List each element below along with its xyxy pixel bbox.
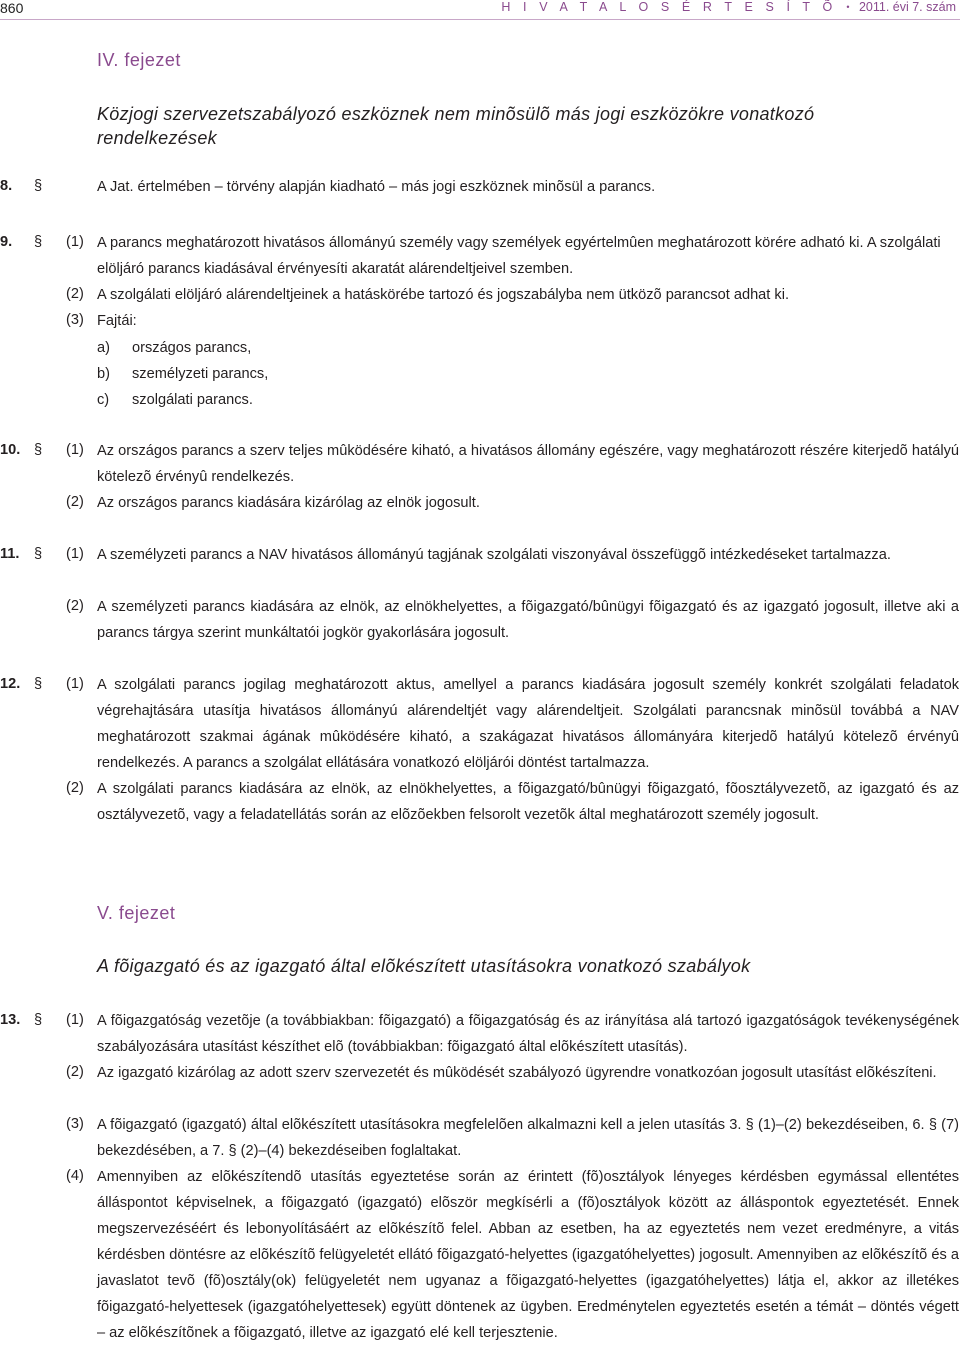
paragraph-number: (2) <box>66 1064 84 1080</box>
paragraph-number: (2) <box>66 598 84 614</box>
section-13-paragraph-3: A fõigazgató (igazgató) által elõkészített utasításokra megfelelõen alkalmazni kell a jelen utasítás 3. § (1)–(2) bekezdéseiben, 6. § (7) bekezdésében, a 7. § (2)–(4) bekezdéseiben foglaltakat. <box>97 1117 959 1159</box>
section-number: 9. <box>0 234 13 250</box>
chapter-5-title: A fõigazgató és az igazgató által elõkészített utasításokra vonatkozó szabályok <box>97 956 751 976</box>
section-11-paragraph-2: A személyzeti parancs kiadására az elnök, az elnökhelyettes, a fõigazgató/bûnügyi fõigazgató és az igazgató jogosult, illetve aki a parancs tárgya szerint munkáltatói jogkör gyakorlására jogosult. <box>97 599 959 641</box>
section-sign: § <box>34 178 43 194</box>
header-separator: • <box>846 2 850 12</box>
running-head <box>501 0 956 14</box>
list-item-text: szolgálati parancs. <box>132 392 253 408</box>
paragraph-number: (1) <box>66 442 84 458</box>
header-rule <box>0 19 960 20</box>
list-item-letter: c) <box>97 392 110 408</box>
section-9-paragraph-1: A parancs meghatározott hivatásos állományú személy vagy személyek egyértelmûen meghatározott körére adható ki. A szolgálati elöljáró parancs kiadásával érvényesíti akaratát alárendeltjeivel szemben. <box>97 235 941 277</box>
section-9-paragraph-3: Fajtái: <box>97 313 137 329</box>
paragraph-number: (2) <box>66 494 84 510</box>
paragraph-number: (3) <box>66 1116 84 1132</box>
list-item-letter: b) <box>97 366 110 382</box>
paragraph-number: (1) <box>66 676 84 692</box>
section-10-paragraph-1: Az országos parancs a szerv teljes mûködésére kiható, a hivatásos állomány egészére, vagy meghatározott részére kiterjedõ hatályú kötelezõ érvényû rendelkezés. <box>97 443 959 485</box>
paragraph-number: (2) <box>66 780 84 796</box>
paragraph-number: (1) <box>66 234 84 250</box>
section-13-paragraph-2: Az igazgató kizárólag az adott szerv szervezetét és mûködését szabályozó ügyrendre vonatkozóan jogosult utasítást elõkészíteni. <box>97 1065 937 1081</box>
section-8-text: A Jat. értelmében – törvény alapján kiadható – más jogi eszköznek minõsül a parancs. <box>97 179 656 195</box>
paragraph-number: (1) <box>66 546 84 562</box>
section-12-paragraph-1: A szolgálati parancs jogilag meghatározott aktus, amellyel a parancs kiadására jogosult személy konkrét szolgálati feladatok végrehajtására utasítja hivatásos állományú alárendeltjét vagy alárendeltjeit. Szolgálati parancsnak minõsül továbbá a NAV meghatározott szakmai ágának mûködésére kiható, a szakágazat hivatásos állományára kiterjedõ hatályú kötelezõ érvényû rendelkezés. A parancs a szolgálat ellátására vonatkozó elöljárói döntést tartalmazza. <box>97 677 959 771</box>
list-item-letter: a) <box>97 340 110 356</box>
chapter-4-title-line2: rendelkezések <box>97 128 217 148</box>
section-sign: § <box>34 442 43 458</box>
section-9-paragraph-2: A szolgálati elöljáró alárendeltjeinek a hatáskörébe tartozó és jogszabályba nem ütközõ parancsot adhat ki. <box>97 287 790 303</box>
chapter-5-label: V. fejezet <box>97 903 176 923</box>
list-item-text: személyzeti parancs, <box>132 366 269 382</box>
paragraph-number: (2) <box>66 286 84 302</box>
list-item-text: országos parancs, <box>132 340 252 356</box>
section-13-paragraph-4: Amennyiben az elõkészítendõ utasítás egyeztetése során az érintett (fõ)osztályok lényeges kérdésben egymással ellentétes álláspontot képviselnek, a fõigazgató (igazgató) elõször megkísérli a (fõ)osztályok között az álláspontok egyeztetését. Ennek megszervezéséért és lebonyolításáért az elõkészítõ felel. Abban az esetben, ha az egyeztetés nem vezet eredményre, a vitás kérdésben döntésre az elõkészítõ felügyeletét ellátó fõigazgató-helyettes (igazgatóhelyettes) jogosult. Amennyiben az elõkészítõ és a javaslatot tevõ (fõ)osztály(ok) felügyeletét nem ugyanaz a fõigazgató-helyettes (igazgatóhelyettes) látja el, akkor az illetékes fõigazgató-helyettesek (igazgatóhelyettesek) együtt döntenek az ügyben. Eredménytelen egyeztetés esetén a témát – döntés végett – az elõkészítõnek a fõigazgató, illetve az igazgató elé kell terjesztenie. <box>97 1169 959 1341</box>
section-11-paragraph-1: A személyzeti parancs a NAV hivatásos állományú tagjának szolgálati viszonyával összefüggõ intézkedéseket tartalmazza. <box>97 547 891 563</box>
section-10-paragraph-2: Az országos parancs kiadására kizárólag az elnök jogosult. <box>97 495 480 511</box>
page-number: 860 <box>0 0 24 16</box>
section-sign: § <box>34 234 43 250</box>
section-number: 10. <box>0 442 21 458</box>
chapter-4-title-line1: Közjogi szervezetszabályozó eszköznek nem minõsülõ más jogi eszközökre vonatkozó <box>97 104 815 124</box>
section-sign: § <box>34 546 43 562</box>
paragraph-number: (4) <box>66 1168 84 1184</box>
section-sign: § <box>34 1012 43 1028</box>
section-number: 13. <box>0 1012 21 1028</box>
section-number: 12. <box>0 676 21 692</box>
section-sign: § <box>34 676 43 692</box>
paragraph-number: (1) <box>66 1012 84 1028</box>
journal-title: H I V A T A L O S É R T E S Í T Õ <box>501 0 837 14</box>
paragraph-number: (3) <box>66 312 84 328</box>
section-number: 8. <box>0 178 13 194</box>
section-13-paragraph-1: A fõigazgatóság vezetõje (a továbbiakban: fõigazgató) a fõigazgatóság és az irányítása alá tartozó igazgatóságok tevékenységének szabályozására utasítást készíthet elõ (továbbiakban: fõigazgató által elõkészített utasítás). <box>97 1013 959 1055</box>
section-number: 11. <box>0 546 20 562</box>
chapter-4-label: IV. fejezet <box>97 50 181 70</box>
section-12-paragraph-2: A szolgálati parancs kiadására az elnök, az elnökhelyettes, a fõigazgató/bûnügyi fõigazgató, fõosztályvezetõ, az igazgató és az osztályvezetõ, vagy a feladatellátás során az elõzõekben felsorolt vezetõk által meghatározott személy jogosult. <box>97 781 959 823</box>
issue-number: 2011. évi 7. szám <box>858 0 956 14</box>
